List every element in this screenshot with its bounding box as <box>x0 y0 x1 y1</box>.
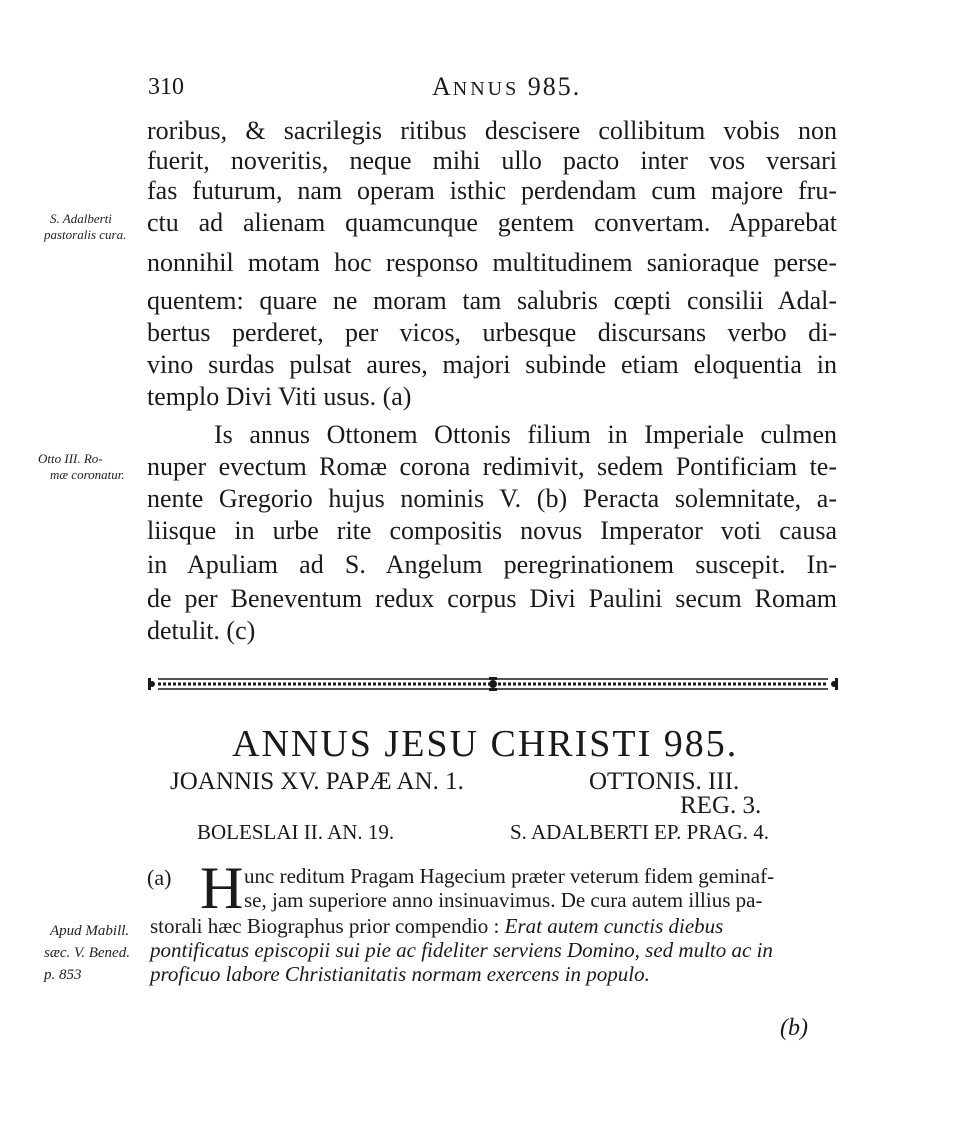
margin-note: mæ coronatur. <box>50 467 125 482</box>
body-line: nente Gregorio hujus nominis V. (b) Peracta solemnitate, a- <box>147 484 837 513</box>
body-line: bertus perderet, per vicos, urbesque discursans verbo di- <box>147 318 837 347</box>
body-line: fas futurum, nam operam isthic perdendam cum majore fru- <box>147 176 837 205</box>
body-line: vino surdas pulsat aures, majori subinde etiam eloquentia in <box>147 350 837 379</box>
pope-regnal-year: JOANNIS XV. PAPÆ AN. 1. <box>170 768 464 795</box>
ornament-rule <box>146 676 840 692</box>
running-head-year: 985. <box>527 72 582 101</box>
footnote-italic-text: Erat autem cunctis diebus <box>504 914 724 938</box>
citation-note: p. 853 <box>44 967 82 983</box>
emperor-reign-number: REG. 3. <box>680 792 762 819</box>
ornament-flourish-right <box>831 678 838 690</box>
body-line: detulit. (c) <box>147 616 256 645</box>
body-line: Is annus Ottonem Ottonis filium in Imperiale culmen <box>214 420 837 449</box>
body-line: roribus, & sacrilegis ritibus descisere collibitum vobis non <box>147 116 837 145</box>
ornament-flourish-center <box>489 677 497 691</box>
duke-regnal-year: BOLESLAI II. AN. 19. <box>197 820 395 844</box>
footnote-line <box>150 914 723 938</box>
margin-note: Otto III. Ro- <box>38 451 103 466</box>
margin-note: pastoralis cura. <box>44 227 127 242</box>
body-line: templo Divi Viti usus. (a) <box>147 382 412 411</box>
footnote-line: se, jam superiore anno insinuavimus. De cura autem illius pa- <box>244 888 763 912</box>
emperor-regnal-year: OTTONIS. III. <box>589 768 740 795</box>
next-footnote-marker: (b) <box>780 1015 808 1041</box>
footnote-roman-text: storali hæc Biographus prior compendio : <box>150 914 500 938</box>
body-line: de per Beneventum redux corpus Divi Paulini secum Romam <box>147 584 837 613</box>
ornament-flourish-left <box>148 678 155 690</box>
footnote-marker: (a) <box>147 865 172 890</box>
body-line: fuerit, noveritis, neque mihi ullo pacto inter vos versari <box>147 146 837 175</box>
year-heading: ANNUS JESU CHRISTI 985. <box>232 723 739 765</box>
body-line: liisque in urbe rite compositis novus Imperator voti causa <box>147 516 837 545</box>
body-line: nuper evectum Romæ corona redimivit, sedem Pontificiam te- <box>147 452 837 481</box>
body-line: quentem: quare ne moram tam salubris cœpti consilii Adal- <box>147 286 837 315</box>
body-line: ctu ad alienam quamcunque gentem convertam. Apparebat <box>147 208 837 237</box>
margin-note: S. Adalberti <box>50 211 112 226</box>
citation-note: Apud Mabill. <box>50 923 130 939</box>
footnote-italic-text: pontificatus episcopii sui pie ac fideliter serviens Domino, sed multo ac in <box>150 938 773 962</box>
bishop-regnal-year: S. ADALBERTI EP. PRAG. 4. <box>510 820 769 844</box>
drop-cap: H <box>200 855 244 921</box>
body-line: in Apuliam ad S. Angelum peregrinationem suscepit. In- <box>147 550 837 579</box>
running-head <box>432 72 581 102</box>
footnote-line: unc reditum Pragam Hagecium præter veterum fidem geminaf- <box>244 864 775 888</box>
footnote-line <box>150 962 650 986</box>
footnote-italic-text: proficuo labore Christianitatis normam exercens in populo. <box>150 962 650 986</box>
running-head-rest: NNUS <box>452 78 520 100</box>
running-head-initial: A <box>432 72 453 101</box>
page-number: 310 <box>148 74 184 100</box>
citation-note: sæc. V. Bened. <box>44 945 130 961</box>
footnote-line <box>150 938 773 962</box>
body-line: nonnihil motam hoc responso multitudinem sanioraque perse- <box>147 248 837 277</box>
